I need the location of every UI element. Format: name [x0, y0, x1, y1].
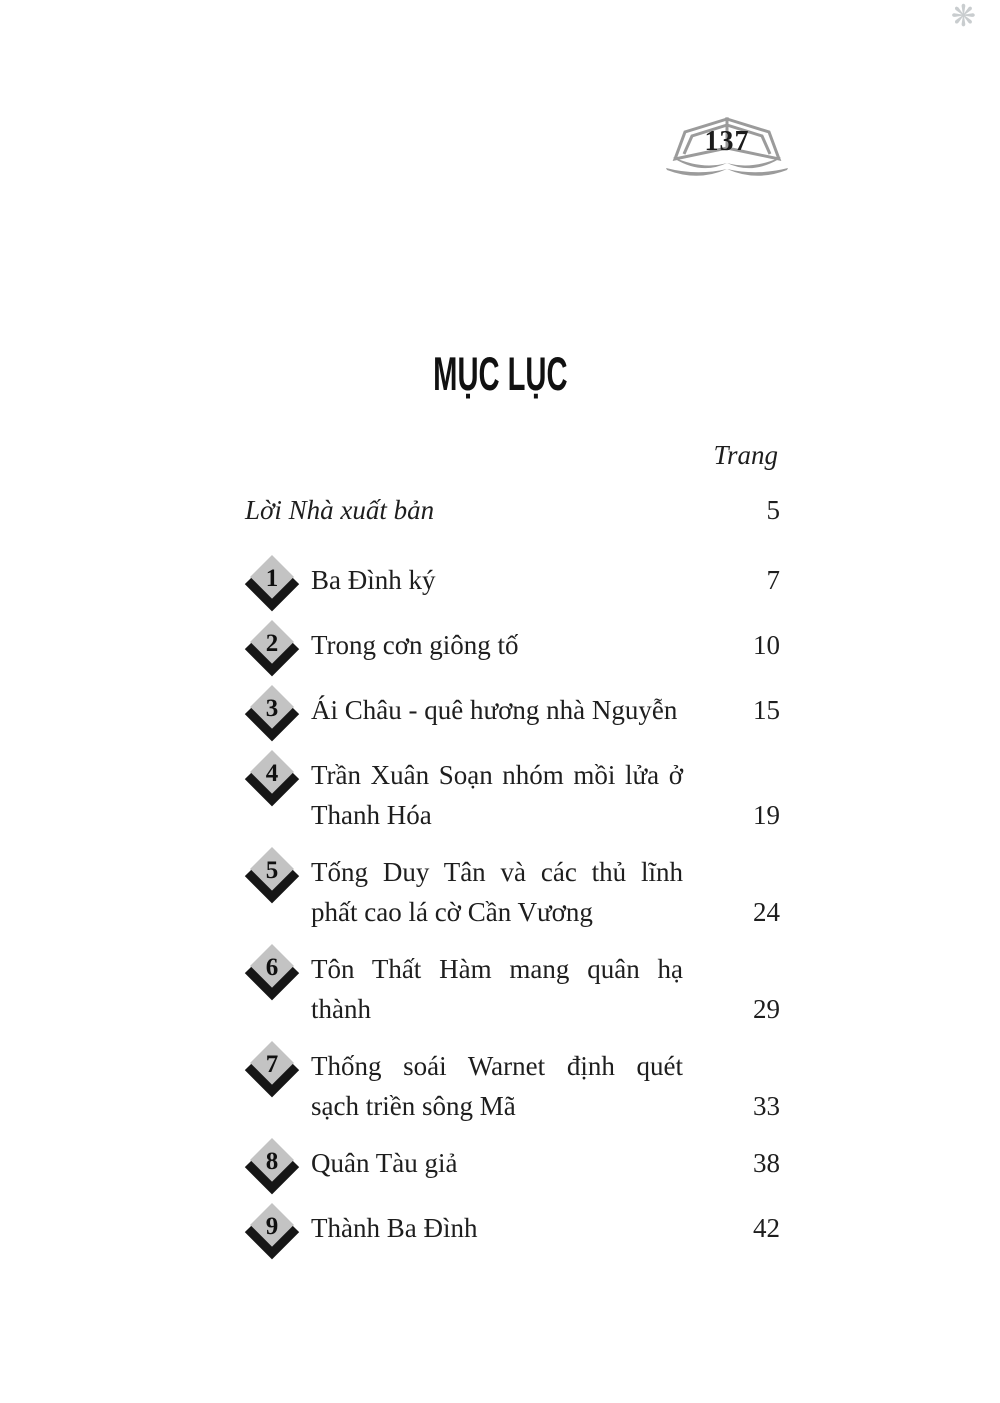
entry-title: [311, 625, 683, 665]
entry-page-number: 38: [753, 1148, 780, 1178]
diamond-chevron-icon: [245, 682, 299, 744]
entry-title-line: Tống Duy Tân và các thủ lĩnh: [311, 857, 683, 887]
toc-entry: [245, 852, 780, 932]
entry-title: [311, 690, 683, 730]
preface-page-number: 5: [766, 495, 780, 525]
diamond-chevron-icon: [245, 844, 299, 906]
entry-number: 9: [265, 1213, 279, 1240]
entry-title-line: phất cao lá cờ Cần Vương: [311, 897, 593, 927]
entry-marker: [245, 1208, 299, 1248]
diamond-chevron-icon: [245, 1200, 299, 1262]
entry-number: 2: [265, 630, 279, 657]
toc-entry: [245, 1143, 780, 1183]
diamond-chevron-icon: [245, 941, 299, 1003]
toc-list: [245, 560, 780, 1248]
entry-marker: [245, 560, 299, 600]
entry-title: [311, 1208, 683, 1248]
entry-page-number: 42: [753, 1213, 780, 1243]
preface-label: Lời Nhà xuất bản: [245, 495, 435, 525]
toc-entry: [245, 560, 780, 600]
entry-page-number: 10: [753, 630, 780, 660]
corner-flower-icon: ❋: [950, 0, 976, 34]
entry-page-number: 29: [753, 994, 780, 1024]
column-header-trang: Trang: [713, 440, 778, 470]
entry-number: 1: [265, 565, 279, 592]
entry-marker: [245, 1143, 299, 1183]
entry-title-line: thành: [311, 994, 371, 1024]
entry-number: 8: [265, 1148, 279, 1175]
table-of-contents: [245, 435, 780, 1273]
entry-page-number: 7: [766, 565, 780, 595]
diamond-chevron-icon: [245, 1135, 299, 1197]
entry-title-line: Trong cơn giông tố: [311, 630, 519, 660]
entry-title: [311, 852, 683, 932]
diamond-chevron-icon: [245, 617, 299, 679]
diamond-chevron-icon: [245, 747, 299, 809]
entry-title-line: Trần Xuân Soạn nhóm mồi lửa ở: [311, 760, 683, 790]
page-number-badge: [664, 108, 790, 182]
entry-page-number: 24: [753, 897, 780, 927]
entry-title-line: Ba Đình ký: [311, 565, 436, 595]
preface-row: [245, 490, 780, 530]
toc-entry: [245, 690, 780, 730]
entry-number: 4: [265, 760, 279, 787]
entry-marker: [245, 625, 299, 665]
entry-title: [311, 949, 683, 1029]
entry-title-line: Ái Châu - quê hương nhà Nguyễn: [311, 695, 678, 725]
page-title: MỤC LỤC: [432, 347, 568, 400]
entry-title: [311, 560, 683, 600]
entry-number: 5: [265, 857, 279, 884]
entry-title-line: Tôn Thất Hàm mang quân hạ: [311, 954, 683, 984]
toc-entry: [245, 755, 780, 835]
entry-number: 3: [265, 695, 279, 722]
entry-marker: [245, 755, 299, 795]
entry-page-number: 19: [753, 800, 780, 830]
entry-page-number: 15: [753, 695, 780, 725]
entry-title-line: Thanh Hóa: [311, 800, 432, 830]
entry-title-line: sạch triền sông Mã: [311, 1091, 516, 1121]
toc-entry: [245, 1208, 780, 1248]
folio-number: 137: [704, 126, 750, 157]
entry-title-line: Thống soái Warnet định quét: [311, 1051, 683, 1081]
entry-marker: [245, 852, 299, 892]
toc-entry: [245, 1046, 780, 1126]
entry-title-line: Thành Ba Đình: [311, 1213, 478, 1243]
entry-number: 6: [265, 954, 279, 981]
entry-title: [311, 1046, 683, 1126]
entry-title: [311, 755, 683, 835]
diamond-chevron-icon: [245, 552, 299, 614]
entry-marker: [245, 949, 299, 989]
diamond-chevron-icon: [245, 1038, 299, 1100]
entry-marker: [245, 690, 299, 730]
toc-entry: [245, 949, 780, 1029]
toc-entry: [245, 625, 780, 665]
entry-marker: [245, 1046, 299, 1086]
entry-title-line: Quân Tàu giả: [311, 1148, 458, 1178]
entry-number: 7: [265, 1051, 279, 1078]
entry-page-number: 33: [753, 1091, 780, 1121]
entry-title: [311, 1143, 683, 1183]
